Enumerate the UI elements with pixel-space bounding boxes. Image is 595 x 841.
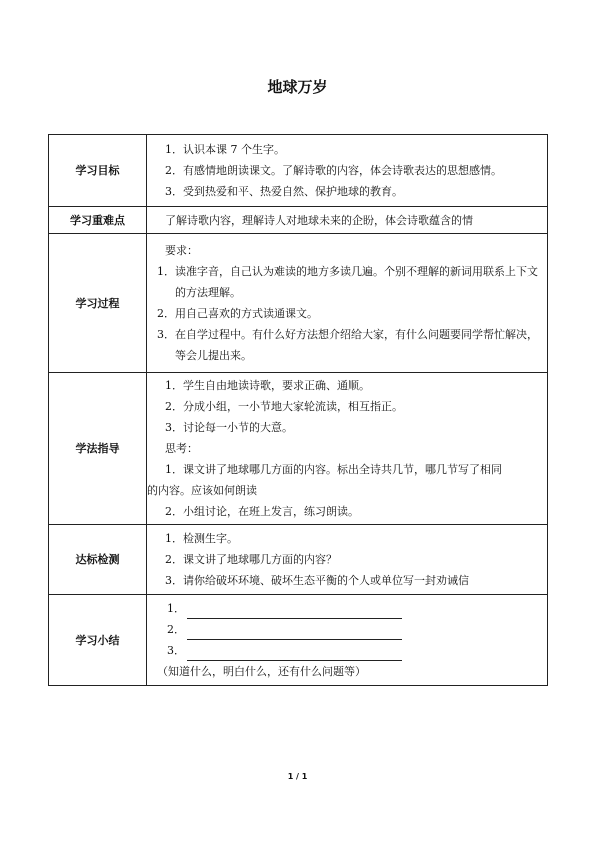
- table-row: [49, 135, 548, 207]
- list-item: 2．分成小组，一小节地大家轮流读，相互指正。: [165, 400, 403, 413]
- blank-number: 3．: [167, 644, 185, 657]
- table-row: [49, 595, 548, 686]
- list-item: 2．小组讨论，在班上发言，练习朗读。: [165, 505, 359, 518]
- row-label-goals: 学习目标: [49, 135, 147, 207]
- list-item: 1．认识本课 7 个生字。: [165, 143, 285, 156]
- page-title: 地球万岁: [267, 78, 328, 96]
- lesson-plan-table: [48, 134, 548, 686]
- requirement-heading: 要求：: [165, 244, 198, 257]
- table-row: [49, 373, 548, 525]
- row-content-goals: [147, 135, 548, 207]
- table-row: [49, 234, 548, 373]
- fill-in-line[interactable]: [187, 646, 402, 661]
- row-content-key: [147, 207, 548, 234]
- summary-blank-2[interactable]: [147, 619, 547, 640]
- summary-blank-1[interactable]: [147, 598, 547, 619]
- list-item: 1．读准字音，自己认为难读的地方多读几遍。个别不理解的新词用联系上下文的方法理解。: [157, 265, 538, 299]
- list-item: 3．讨论每一小节的大意。: [165, 421, 293, 434]
- fill-in-line[interactable]: [187, 604, 402, 619]
- blank-number: 1．: [167, 602, 185, 615]
- list-item: 的内容。应该如何朗读: [147, 484, 257, 497]
- list-item: 3．受到热爱和平、热爱自然、保护地球的教育。: [165, 185, 403, 198]
- key-text: 了解诗歌内容，理解诗人对地球未来的企盼，体会诗歌蕴含的情: [165, 213, 473, 227]
- fill-in-line[interactable]: [187, 625, 402, 640]
- blank-number: 2．: [167, 623, 185, 636]
- list-item: 2．用自己喜欢的方式读通课文。: [157, 307, 318, 320]
- row-content-check: [147, 525, 548, 595]
- row-label-check: 达标检测: [49, 525, 147, 595]
- list-item: 1．课文讲了地球哪几方面的内容。标出全诗共几节，哪几节写了相同: [165, 463, 502, 476]
- list-item: 1．检测生字。: [165, 532, 238, 545]
- list-item: 3．请你给破坏环境、破坏生态平衡的个人或单位写一封劝诫信: [165, 574, 469, 587]
- list-item: 1．学生自由地读诗歌，要求正确、通顺。: [165, 379, 370, 392]
- row-label-method: 学法指导: [49, 373, 147, 525]
- list-item: 3．在自学过程中。有什么好方法想介绍给大家，有什么问题要同学帮忙解决，等会儿提出来。: [157, 328, 538, 362]
- think-heading: 思考：: [165, 442, 198, 455]
- row-content-summary: [147, 595, 548, 686]
- list-item: 2．有感情地朗读课文。了解诗歌的内容，体会诗歌表达的思想感情。: [165, 164, 502, 177]
- row-content-method: [147, 373, 548, 525]
- table-row: [49, 207, 548, 234]
- row-label-summary: 学习小结: [49, 595, 147, 686]
- list-item: 2．课文讲了地球哪几方面的内容？: [165, 553, 337, 566]
- table-row: [49, 525, 548, 595]
- row-content-process: [147, 234, 548, 373]
- row-label-process: 学习过程: [49, 234, 147, 373]
- summary-note: （知道什么，明白什么，还有什么问题等）: [157, 665, 366, 678]
- page-number: 1 / 1: [287, 772, 308, 781]
- row-label-key: 学习重难点: [49, 207, 147, 234]
- summary-blank-3[interactable]: [147, 640, 547, 661]
